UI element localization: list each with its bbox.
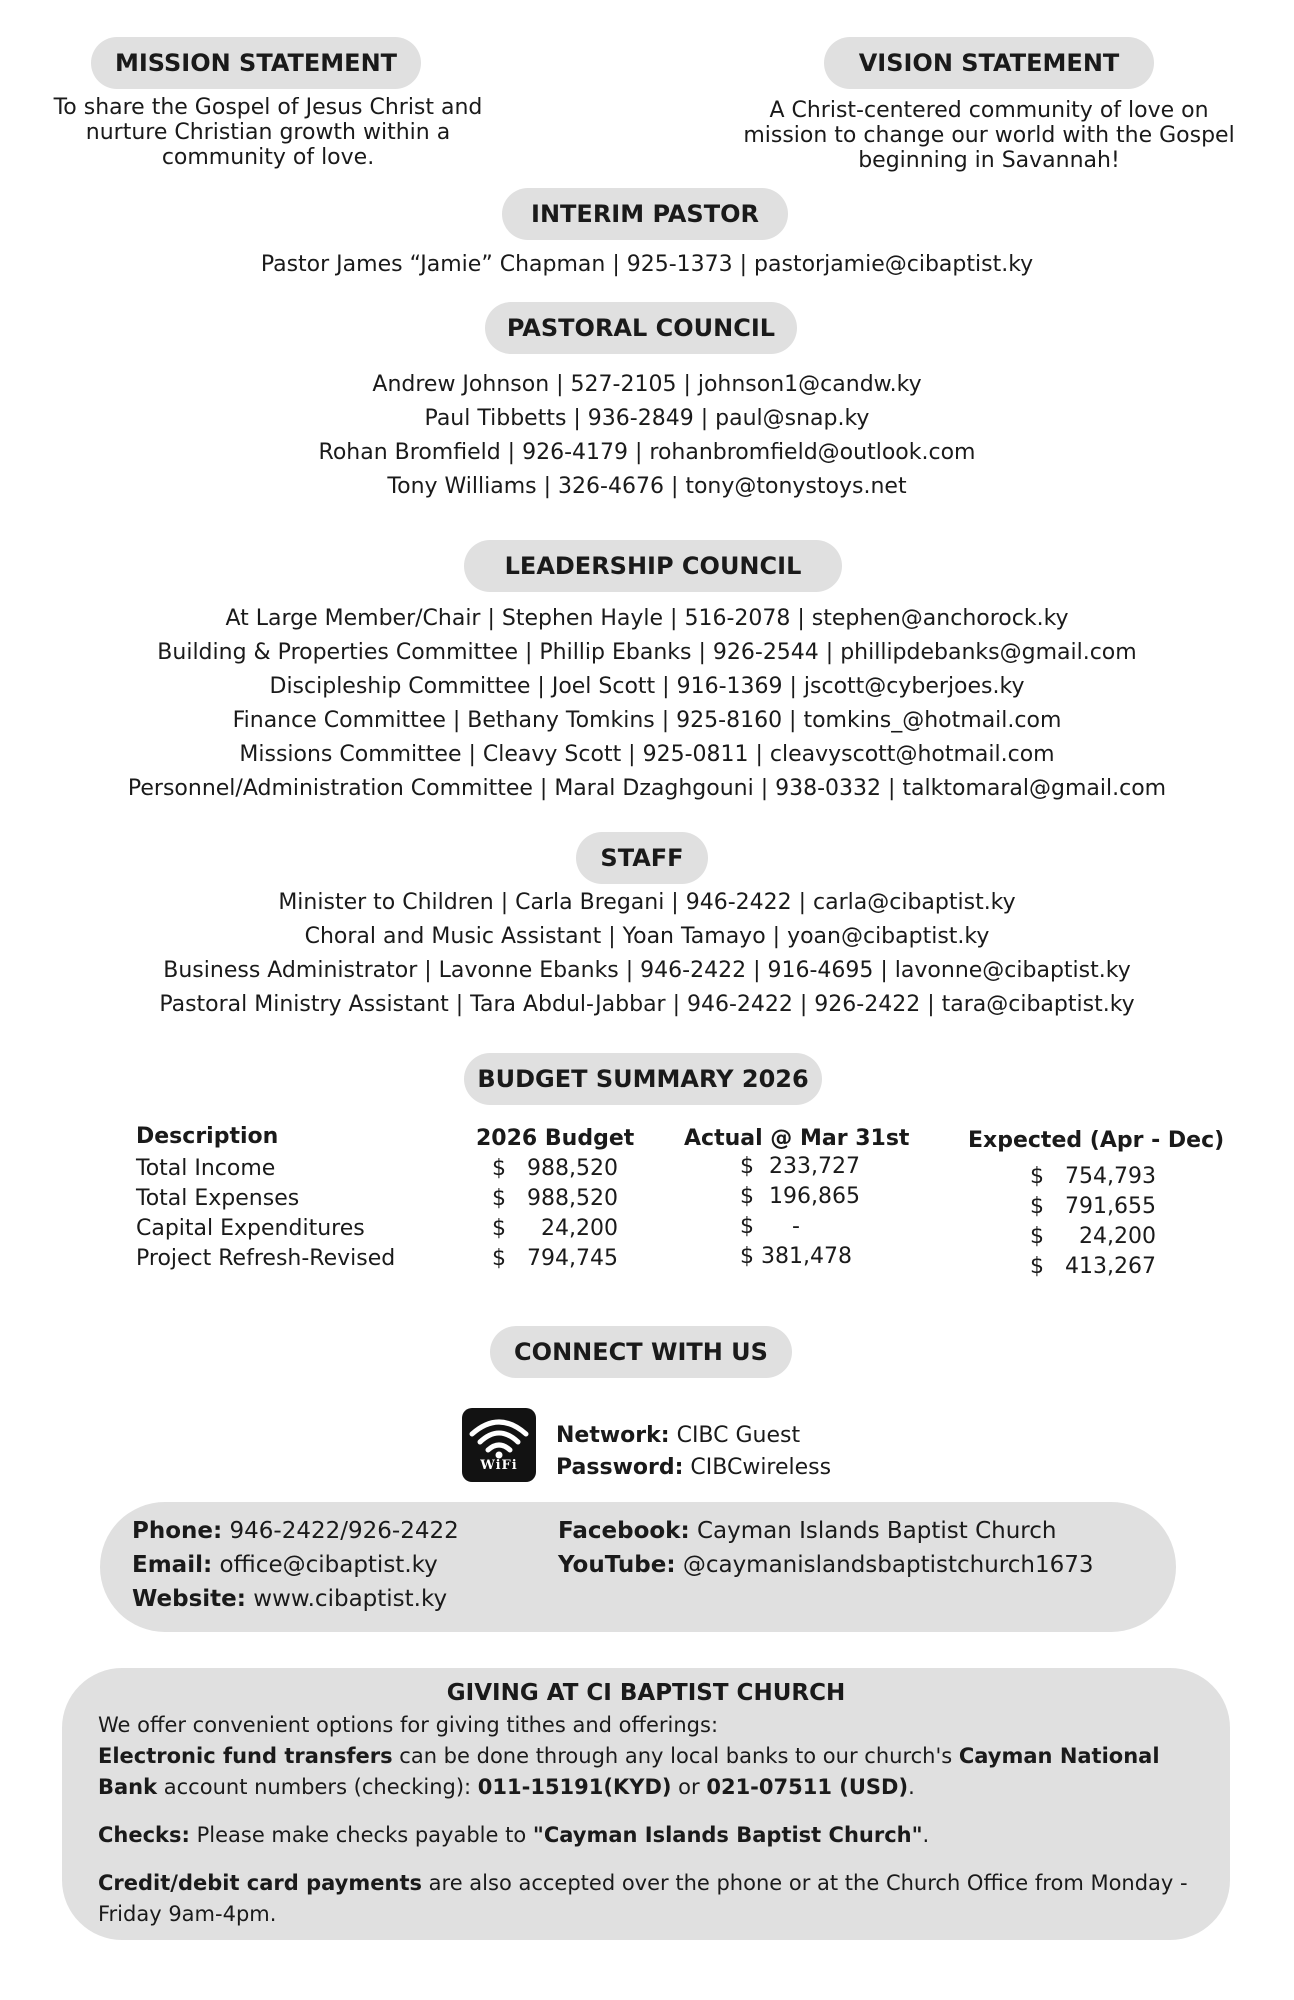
currency-symbol: $ [740, 1184, 754, 1209]
card-label: Credit/debit card payments [98, 1871, 422, 1895]
eft-account-usd: 021-07511 (USD) [706, 1775, 909, 1799]
budget-row-description: Total Expenses [136, 1186, 300, 1211]
staff-member: Choral and Music Assistant | Yoan Tamayo | yoan@cibaptist.ky [304, 924, 990, 949]
eft-or: or [671, 1775, 707, 1799]
youtube-label: YouTube: [558, 1552, 676, 1578]
expected-value: 754,793 [1065, 1164, 1156, 1189]
website-link[interactable]: www.cibaptist.ky [253, 1586, 448, 1612]
actual-value: 196,865 [769, 1184, 860, 1209]
wifi-details [556, 1420, 831, 1484]
wifi-label: WiFi [480, 1458, 518, 1473]
currency-symbol: $ [740, 1154, 754, 1179]
password-value: CIBCwireless [690, 1455, 832, 1480]
budget-heading: BUDGET SUMMARY 2026 [464, 1053, 822, 1105]
vision-line: beginning in Savannah! [858, 148, 1120, 173]
vision-line: mission to change our world with the Gospel [743, 123, 1235, 148]
eft-account-kyd: 011-15191(KYD) [477, 1775, 672, 1799]
currency-symbol: $ [1030, 1224, 1044, 1249]
email-link[interactable]: office@cibaptist.ky [219, 1552, 438, 1578]
currency-symbol: $ [492, 1186, 506, 1211]
email-label: Email: [132, 1552, 213, 1578]
leadership-council-member: Discipleship Committee | Joel Scott | 916-1369 | jscott@cyberjoes.ky [269, 674, 1025, 699]
budget-row-description: Total Income [136, 1156, 276, 1181]
staff-member: Pastoral Ministry Assistant | Tara Abdul-Jabbar | 946-2422 | 926-2422 | tara@cibaptist.ky [159, 992, 1135, 1017]
vision-heading: VISION STATEMENT [824, 37, 1154, 89]
actual-value: 233,727 [769, 1154, 860, 1179]
checks-text: Please make checks payable to [189, 1823, 533, 1847]
currency-symbol: $ [1030, 1164, 1044, 1189]
interim-pastor-line: Pastor James “Jamie” Chapman | 925-1373 | pastorjamie@cibaptist.ky [260, 252, 1034, 277]
currency-symbol: $ [740, 1214, 754, 1239]
pastoral-council-member: Paul Tibbetts | 936-2849 | paul@snap.ky [424, 406, 870, 431]
checks-payee: "Cayman Islands Baptist Church" [532, 1823, 923, 1847]
wifi-icon [462, 1408, 536, 1482]
expected-value: 413,267 [1065, 1254, 1156, 1279]
interim-pastor-heading: INTERIM PASTOR [502, 188, 788, 240]
vision-line: A Christ-centered community of love on [769, 98, 1209, 123]
eft-end: . [908, 1775, 915, 1799]
budget-value: 988,520 [527, 1186, 618, 1211]
phone-value: 946-2422/926-2422 [229, 1518, 459, 1544]
staff-list [0, 886, 1294, 1022]
leadership-council-member: Missions Committee | Cleavy Scott | 925-0811 | cleavyscott@hotmail.com [239, 742, 1055, 767]
budget-col-description: Description [136, 1124, 279, 1149]
checks-end: . [922, 1823, 930, 1847]
currency-symbol: $ [740, 1244, 754, 1269]
giving-panel [62, 1668, 1230, 1940]
contact-left [132, 1514, 459, 1616]
youtube-link[interactable]: @caymanislandsbaptistchurch1673 [682, 1552, 1094, 1578]
budget-table [134, 1124, 1234, 1284]
expected-value: 24,200 [1079, 1224, 1156, 1249]
pastoral-council-member: Rohan Bromfield | 926-4179 | rohanbromfield@outlook.com [318, 440, 976, 465]
budget-value: 24,200 [541, 1216, 618, 1241]
pastoral-council-heading: PASTORAL COUNCIL [485, 302, 797, 354]
eft-label: Electronic fund transfers [98, 1744, 393, 1768]
eft-bank: Cayman National Bank [98, 1744, 1160, 1799]
giving-eft [98, 1741, 1202, 1803]
budget-value: 988,520 [527, 1156, 618, 1181]
giving-heading: GIVING AT CI BAPTIST CHURCH [446, 1680, 846, 1706]
network-label: Network: [556, 1423, 670, 1448]
leadership-council-member: At Large Member/Chair | Stephen Hayle | 516-2078 | stephen@anchorock.ky [225, 606, 1069, 631]
mission-line: nurture Christian growth within a [85, 120, 451, 145]
pastoral-council-member: Andrew Johnson | 527-2105 | johnson1@candw.ky [372, 372, 922, 397]
facebook-link[interactable]: Cayman Islands Baptist Church [697, 1518, 1057, 1544]
eft-text: can be done through any local banks to our church's [392, 1744, 959, 1768]
mission-line: To share the Gospel of Jesus Christ and [53, 95, 483, 120]
currency-symbol: $ [492, 1216, 506, 1241]
currency-symbol: $ [492, 1156, 506, 1181]
staff-member: Business Administrator | Lavonne Ebanks | 946-2422 | 916-4695 | lavonne@cibaptist.ky [163, 958, 1131, 983]
mission-text [20, 95, 516, 170]
budget-value: 794,745 [527, 1246, 618, 1271]
currency-symbol: $ [1030, 1194, 1044, 1219]
budget-row-description: Capital Expenditures [136, 1216, 365, 1241]
leadership-council-heading: LEADERSHIP COUNCIL [464, 540, 842, 592]
phone-label: Phone: [132, 1518, 223, 1544]
budget-col-expected: Expected (Apr - Dec) [968, 1128, 1225, 1153]
giving-checks [98, 1820, 1202, 1851]
currency-symbol: $ [492, 1246, 506, 1271]
vision-text [716, 98, 1262, 173]
expected-value: 791,655 [1065, 1194, 1156, 1219]
giving-intro [98, 1710, 1202, 1741]
facebook-label: Facebook: [558, 1518, 690, 1544]
leadership-council-member: Personnel/Administration Committee | Maral Dzaghgouni | 938-0332 | talktomaral@gmail.com [127, 776, 1167, 801]
checks-label: Checks: [98, 1823, 190, 1847]
password-label: Password: [556, 1455, 684, 1480]
budget-row-description: Project Refresh-Revised [136, 1246, 396, 1271]
contact-panel [100, 1502, 1176, 1632]
actual-value: - [792, 1214, 800, 1239]
leadership-council-list [0, 602, 1294, 806]
website-label: Website: [132, 1586, 246, 1612]
mission-line: community of love. [161, 145, 375, 170]
pastoral-council-list [0, 368, 1294, 504]
staff-member: Minister to Children | Carla Bregani | 946-2422 | carla@cibaptist.ky [278, 890, 1016, 915]
actual-value: 381,478 [761, 1244, 852, 1269]
pastoral-council-member: Tony Williams | 326-4676 | tony@tonystoys.net [387, 474, 907, 499]
budget-col-actual: Actual @ Mar 31st [684, 1126, 910, 1151]
giving-card [98, 1868, 1202, 1930]
eft-text2: account numbers (checking): [157, 1775, 478, 1799]
contact-right [558, 1514, 1093, 1582]
giving-body [98, 1710, 1202, 1947]
staff-heading: STAFF [576, 832, 708, 884]
mission-heading: MISSION STATEMENT [91, 37, 421, 89]
currency-symbol: $ [1030, 1254, 1044, 1279]
leadership-council-member: Building & Properties Committee | Phillip Ebanks | 926-2544 | phillipdebanks@gmail.com [157, 640, 1137, 665]
leadership-council-member: Finance Committee | Bethany Tomkins | 925-8160 | tomkins_@hotmail.com [232, 708, 1062, 733]
budget-col-budget: 2026 Budget [476, 1126, 635, 1151]
network-value: CIBC Guest [676, 1423, 801, 1448]
giving-intro-text: We offer convenient options for giving tithes and offerings: [98, 1713, 719, 1737]
connect-heading: CONNECT WITH US [490, 1326, 792, 1378]
card-text: are also accepted over the phone or at the Church Office from Monday - Friday 9am-4pm. [98, 1871, 1188, 1926]
